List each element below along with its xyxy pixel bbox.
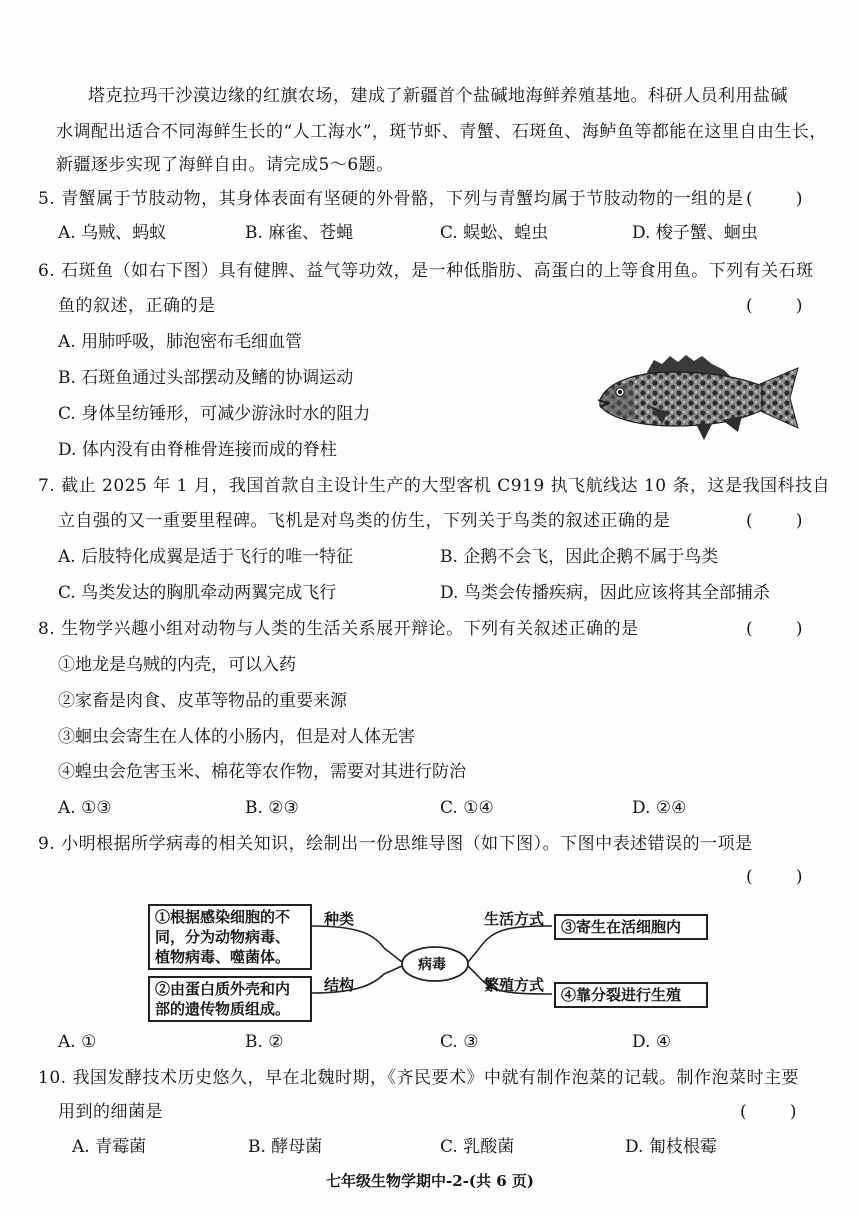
q5-answer-blank: ( ) — [746, 189, 803, 209]
q5-option-d: D. 梭子蟹、蛔虫 — [632, 223, 758, 243]
q5-option-c: C. 蜈蚣、蝗虫 — [440, 223, 549, 243]
q6-stem-line-1: 6. 石斑鱼（如右下图）具有健脾、益气等功效，是一种低脂肪、高蛋白的上等食用鱼。下列有关石斑 — [38, 261, 814, 281]
q8-option-a: A. ①③ — [58, 798, 112, 818]
q7-option-c: C. 鸟类发达的胸肌牵动两翼完成飞行 — [58, 583, 337, 603]
q6-answer-blank: ( ) — [746, 296, 803, 316]
intro-line-1: 塔克拉玛干沙漠边缘的红旗农场，建成了新疆首个盐碱地海鲜养殖基地。科研人员利用盐碱 — [88, 86, 788, 106]
mind-map-box-3: ③寄生在活细胞内 — [554, 914, 708, 940]
q6-option-c: C. 身体呈纺锤形，可减少游泳时水的阻力 — [58, 404, 371, 424]
intro-line-2: 水调配出适合不同海鲜生长的“人工海水”，斑节虾、青蟹、石斑鱼、海鲈鱼等都能在这里自由生长， — [56, 122, 827, 142]
mind-map-box-2 — [148, 976, 312, 1022]
q8-option-d: D. ②④ — [632, 798, 687, 818]
q10-option-a: A. 青霉菌 — [72, 1137, 147, 1157]
q5-option-a: A. 乌贼、蚂蚁 — [58, 223, 167, 243]
box-1-line-2: 同，分为动物病毒、 — [155, 928, 291, 946]
q9-stem: 9. 小明根据所学病毒的相关知识，绘制出一份思维导图（如下图）。下图中表述错误的一项是 — [38, 834, 753, 854]
label-lifestyle: 生活方式 — [484, 910, 545, 928]
mind-map-box-1 — [148, 904, 312, 970]
q8-option-c: C. ①④ — [440, 798, 494, 818]
q9-option-b: B. ② — [245, 1032, 284, 1052]
q9-option-d: D. ④ — [632, 1032, 672, 1052]
q7-option-a: A. 后肢特化成翼是适于飞行的唯一特征 — [58, 547, 354, 567]
q10-option-c: C. 乳酸菌 — [440, 1137, 515, 1157]
q8-statement-4: ④蝗虫会危害玉米、棉花等农作物，需要对其进行防治 — [58, 762, 466, 782]
label-reproduction: 繁殖方式 — [484, 976, 545, 994]
q7-answer-blank: ( ) — [746, 511, 803, 531]
q7-option-b: B. 企鹅不会飞，因此企鹅不属于鸟类 — [440, 547, 719, 567]
box-1-line-1: ①根据感染细胞的不 — [155, 908, 291, 926]
q5-stem: 5. 青蟹属于节肢动物，其身体表面有坚硬的外骨骼，下列与青蟹均属于节肢动物的一组的是 — [38, 189, 744, 209]
q8-statement-2: ②家畜是肉食、皮革等物品的重要来源 — [58, 691, 347, 711]
q5-option-b: B. 麻雀、苍蝇 — [245, 223, 354, 243]
q8-statement-1: ①地龙是乌贼的内壳，可以入药 — [58, 655, 296, 675]
q8-statement-3: ③蛔虫会寄生在人体的小肠内，但是对人体无害 — [58, 727, 415, 747]
grouper-fish-image — [592, 350, 804, 446]
box-2-line-2: 部的遗传物质组成。 — [155, 1000, 291, 1018]
box-1-line-3: 植物病毒、噬菌体。 — [155, 948, 291, 966]
label-structure: 结构 — [324, 976, 355, 994]
q8-option-b: B. ②③ — [245, 798, 299, 818]
q8-stem: 8. 生物学兴趣小组对动物与人类的生活关系展开辩论。下列有关叙述正确的是 — [38, 619, 639, 639]
intro-line-3: 新疆逐步实现了海鲜自由。请完成5～6题。 — [56, 155, 394, 175]
q6-option-a: A. 用肺呼吸，肺泡密布毛细血管 — [58, 332, 303, 352]
q7-stem-line-1: 7. 截止 2025 年 1 月，我国首款自主设计生产的大型客机 C919 执飞航线达 10 条，这是我国科技自 — [38, 476, 831, 496]
q6-option-d: D. 体内没有由脊椎骨连接而成的脊柱 — [58, 440, 337, 460]
q10-option-b: B. 酵母菌 — [248, 1137, 323, 1157]
q7-stem-line-2: 立自强的又一重要里程碑。飞机是对鸟类的仿生，下列关于鸟类的叙述正确的是 — [58, 511, 671, 531]
q10-answer-blank: ( ) — [740, 1102, 797, 1122]
mind-map-box-4: ④靠分裂进行生殖 — [554, 982, 708, 1008]
label-kind: 种类 — [324, 910, 355, 928]
q9-option-c: C. ③ — [440, 1032, 479, 1052]
q7-option-d: D. 鸟类会传播疾病，因此应该将其全部捕杀 — [440, 583, 770, 603]
virus-mind-map — [148, 898, 708, 1022]
q6-option-b: B. 石斑鱼通过头部摆动及鳍的协调运动 — [58, 368, 354, 388]
q8-answer-blank: ( ) — [746, 619, 803, 639]
page-footer: 七年级生物学期中-2-(共 6 页) — [326, 1172, 534, 1190]
q10-option-d: D. 匍枝根霉 — [625, 1137, 717, 1157]
box-2-line-1: ②由蛋白质外壳和内 — [155, 980, 291, 998]
q10-stem-line-1: 10. 我国发酵技术历史悠久，早在北魏时期，《齐民要术》中就有制作泡菜的记载。制作泡菜时主要 — [38, 1068, 799, 1088]
q10-stem-line-2: 用到的细菌是 — [58, 1102, 163, 1122]
q9-option-a: A. ① — [58, 1032, 97, 1052]
mind-map-center: 病毒 — [418, 957, 446, 973]
q9-answer-blank: ( ) — [746, 867, 803, 887]
q6-stem-line-2: 鱼的叙述，正确的是 — [58, 296, 216, 316]
